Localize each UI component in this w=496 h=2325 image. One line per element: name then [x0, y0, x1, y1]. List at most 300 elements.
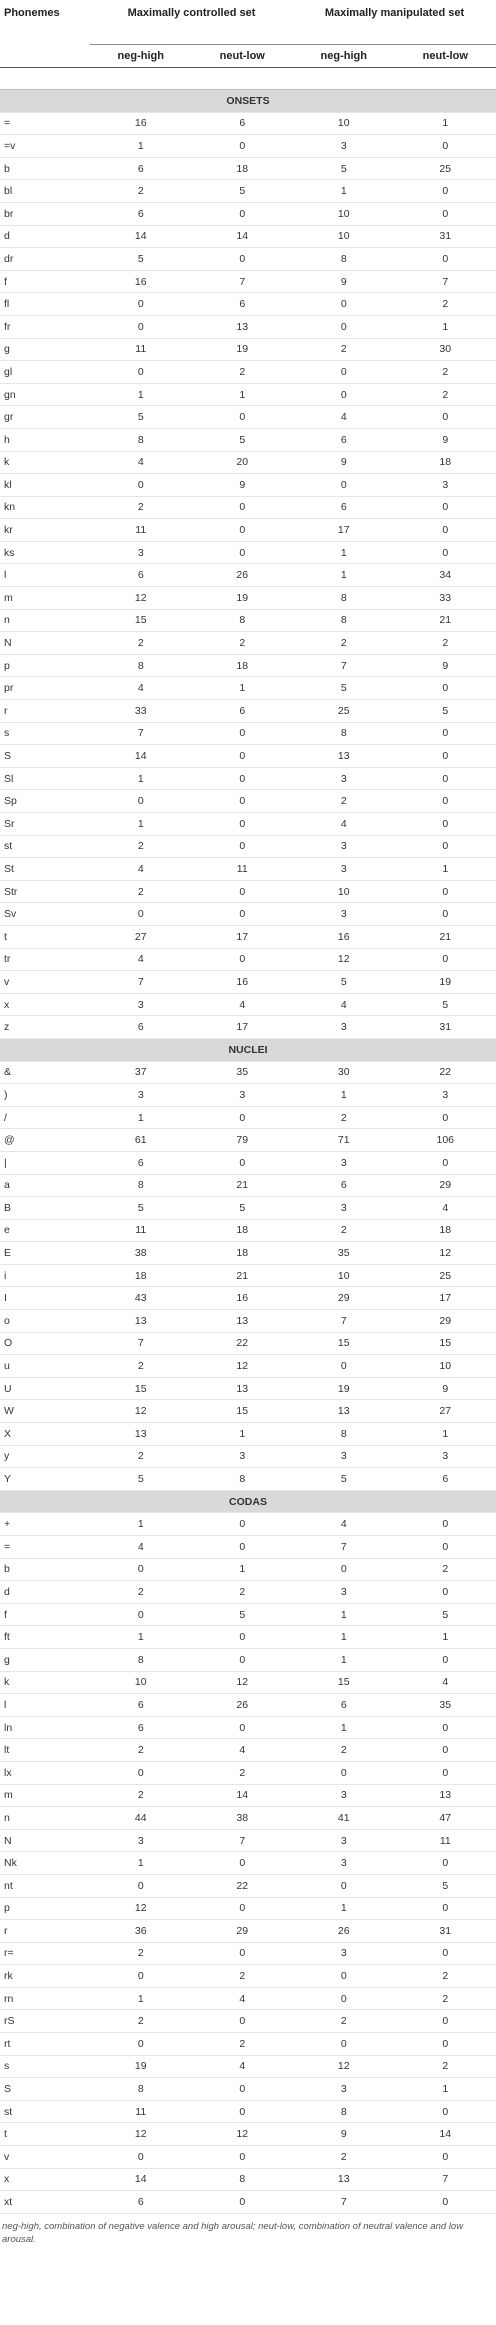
count-cell: 6 — [90, 157, 192, 180]
table-row — [0, 1084, 496, 1107]
count-cell: 22 — [395, 1061, 496, 1084]
count-cell: 0 — [395, 1106, 496, 1129]
count-cell: 0 — [90, 1874, 192, 1897]
phoneme-cell: s — [0, 722, 90, 745]
count-cell: 2 — [395, 632, 496, 655]
table-row — [0, 428, 496, 451]
count-cell: 0 — [192, 1536, 294, 1559]
count-cell: 5 — [90, 1197, 192, 1220]
count-cell: 0 — [192, 1897, 294, 1920]
count-cell: 3 — [293, 903, 395, 926]
count-cell: 1 — [395, 1626, 496, 1649]
phoneme-cell: rt — [0, 2033, 90, 2056]
phoneme-cell: N — [0, 1829, 90, 1852]
header-controlled-set: Maximally controlled set — [127, 7, 256, 19]
section-header-codas — [0, 1490, 496, 1513]
table-row — [0, 338, 496, 361]
phoneme-cell: i — [0, 1264, 90, 1287]
count-cell: 16 — [192, 971, 294, 994]
count-cell: 0 — [395, 677, 496, 700]
table-row — [0, 1106, 496, 1129]
count-cell: 14 — [90, 225, 192, 248]
table-row — [0, 202, 496, 225]
table-row — [0, 225, 496, 248]
count-cell: 0 — [192, 767, 294, 790]
count-cell: 0 — [192, 541, 294, 564]
table-row — [0, 2055, 496, 2078]
count-cell: 18 — [395, 451, 496, 474]
count-cell: 7 — [90, 971, 192, 994]
count-cell: 3 — [293, 1445, 395, 1468]
count-cell: 0 — [293, 1874, 395, 1897]
count-cell: 1 — [395, 2078, 496, 2101]
count-cell: 13 — [90, 1310, 192, 1333]
table-row — [0, 835, 496, 858]
count-cell: 0 — [395, 1648, 496, 1671]
table-row — [0, 1987, 496, 2010]
count-cell: 13 — [90, 1423, 192, 1446]
count-cell: 0 — [192, 1106, 294, 1129]
count-cell: 0 — [293, 1987, 395, 2010]
table-row — [0, 925, 496, 948]
count-cell: 14 — [90, 745, 192, 768]
count-cell: 0 — [395, 722, 496, 745]
count-cell: 2 — [395, 1965, 496, 1988]
phoneme-cell: st — [0, 835, 90, 858]
count-cell: 4 — [90, 1536, 192, 1559]
phoneme-cell: n — [0, 1807, 90, 1830]
count-cell: 2 — [192, 1965, 294, 1988]
phoneme-cell: W — [0, 1400, 90, 1423]
count-cell: 2 — [395, 1987, 496, 2010]
count-cell: 1 — [395, 858, 496, 881]
count-cell: 1 — [90, 383, 192, 406]
header-blank — [0, 45, 90, 68]
count-cell: 34 — [395, 564, 496, 587]
count-cell: 2 — [192, 632, 294, 655]
count-cell: 29 — [395, 1174, 496, 1197]
table-row — [0, 1151, 496, 1174]
phoneme-cell: + — [0, 1513, 90, 1536]
table-row — [0, 1377, 496, 1400]
table-row — [0, 1310, 496, 1333]
count-cell: 7 — [293, 654, 395, 677]
phoneme-cell: lx — [0, 1761, 90, 1784]
table-row — [0, 700, 496, 723]
count-cell: 16 — [90, 270, 192, 293]
table-row — [0, 383, 496, 406]
count-cell: 0 — [395, 406, 496, 429]
count-cell: 16 — [192, 1287, 294, 1310]
table-row — [0, 1784, 496, 1807]
count-cell: 15 — [90, 609, 192, 632]
phoneme-cell: br — [0, 202, 90, 225]
count-cell: 0 — [90, 293, 192, 316]
count-cell: 0 — [90, 1603, 192, 1626]
count-cell: 3 — [293, 1852, 395, 1875]
phoneme-cell: xt — [0, 2191, 90, 2214]
count-cell: 12 — [90, 1400, 192, 1423]
phoneme-cell: r — [0, 1920, 90, 1943]
count-cell: 0 — [90, 1965, 192, 1988]
count-cell: 8 — [90, 1174, 192, 1197]
phoneme-cell: B — [0, 1197, 90, 1220]
table-row — [0, 2100, 496, 2123]
count-cell: 0 — [395, 496, 496, 519]
count-cell: 22 — [192, 1874, 294, 1897]
count-cell: 4 — [192, 993, 294, 1016]
count-cell: 15 — [293, 1332, 395, 1355]
table-row — [0, 993, 496, 1016]
count-cell: 3 — [293, 1016, 395, 1039]
count-cell: 3 — [293, 1829, 395, 1852]
count-cell: 11 — [90, 2100, 192, 2123]
count-cell: 1 — [90, 813, 192, 836]
count-cell: 4 — [90, 677, 192, 700]
count-cell: 0 — [395, 202, 496, 225]
table-row — [0, 361, 496, 384]
phoneme-cell: ln — [0, 1716, 90, 1739]
table-row — [0, 858, 496, 881]
count-cell: 2 — [90, 1942, 192, 1965]
phoneme-cell: s — [0, 2055, 90, 2078]
count-cell: 1 — [90, 767, 192, 790]
count-cell: 4 — [90, 451, 192, 474]
count-cell: 9 — [293, 2123, 395, 2146]
phoneme-cell: Sl — [0, 767, 90, 790]
count-cell: 0 — [395, 903, 496, 926]
header-controlled-neut-low: neut-low — [192, 45, 294, 68]
count-cell: 1 — [192, 1423, 294, 1446]
count-cell: 8 — [293, 587, 395, 610]
phoneme-cell: e — [0, 1219, 90, 1242]
table-row — [0, 1174, 496, 1197]
count-cell: 18 — [192, 654, 294, 677]
count-cell: 1 — [293, 1897, 395, 1920]
table-row — [0, 1807, 496, 1830]
count-cell: 3 — [293, 1151, 395, 1174]
count-cell: 1 — [192, 1558, 294, 1581]
phoneme-cell: St — [0, 858, 90, 881]
header-controlled-neg-high: neg-high — [90, 45, 192, 68]
phoneme-cell: Str — [0, 880, 90, 903]
count-cell: 0 — [192, 135, 294, 158]
count-cell: 0 — [395, 2100, 496, 2123]
header-manipulated-set: Maximally manipulated set — [324, 7, 465, 19]
count-cell: 5 — [395, 700, 496, 723]
count-cell: 1 — [395, 112, 496, 135]
count-cell: 0 — [192, 248, 294, 271]
table-row — [0, 474, 496, 497]
count-cell: 10 — [293, 225, 395, 248]
count-cell: 15 — [293, 1671, 395, 1694]
count-cell: 0 — [395, 880, 496, 903]
count-cell: 4 — [192, 1987, 294, 2010]
table-row — [0, 564, 496, 587]
count-cell: 21 — [395, 609, 496, 632]
count-cell: 3 — [395, 1084, 496, 1107]
count-cell: 2 — [90, 1445, 192, 1468]
table-row — [0, 654, 496, 677]
count-cell: 61 — [90, 1129, 192, 1152]
count-cell: 7 — [293, 1536, 395, 1559]
table-row — [0, 903, 496, 926]
table-row — [0, 157, 496, 180]
table-row — [0, 1648, 496, 1671]
count-cell: 6 — [90, 564, 192, 587]
table-row — [0, 1355, 496, 1378]
count-cell: 29 — [395, 1310, 496, 1333]
phoneme-cell: & — [0, 1061, 90, 1084]
count-cell: 0 — [395, 767, 496, 790]
phoneme-cell: pr — [0, 677, 90, 700]
phoneme-cell: nt — [0, 1874, 90, 1897]
count-cell: 2 — [192, 1581, 294, 1604]
phoneme-cell: st — [0, 2100, 90, 2123]
count-cell: 7 — [395, 2168, 496, 2191]
count-cell: 17 — [192, 1016, 294, 1039]
count-cell: 9 — [395, 428, 496, 451]
count-cell: 7 — [90, 722, 192, 745]
count-cell: 5 — [293, 1468, 395, 1491]
table-row — [0, 1242, 496, 1265]
count-cell: 2 — [395, 293, 496, 316]
table-row — [0, 2033, 496, 2056]
count-cell: 7 — [395, 270, 496, 293]
count-cell: 3 — [293, 135, 395, 158]
count-cell: 9 — [395, 654, 496, 677]
phoneme-cell: Sp — [0, 790, 90, 813]
count-cell: 0 — [192, 1648, 294, 1671]
phoneme-cell: S — [0, 745, 90, 768]
count-cell: 47 — [395, 1807, 496, 1830]
count-cell: 31 — [395, 1920, 496, 1943]
count-cell: 7 — [90, 1332, 192, 1355]
phoneme-cell: bl — [0, 180, 90, 203]
phoneme-cell: | — [0, 1151, 90, 1174]
count-cell: 0 — [192, 2078, 294, 2101]
count-cell: 33 — [90, 700, 192, 723]
phoneme-cell: fr — [0, 315, 90, 338]
count-cell: 19 — [293, 1377, 395, 1400]
count-cell: 8 — [293, 1423, 395, 1446]
count-cell: 8 — [293, 248, 395, 271]
count-cell: 0 — [90, 790, 192, 813]
count-cell: 25 — [395, 157, 496, 180]
table-row — [0, 1332, 496, 1355]
phoneme-cell: rS — [0, 2010, 90, 2033]
count-cell: 12 — [293, 2055, 395, 2078]
table-row — [0, 1581, 496, 1604]
phoneme-cell: p — [0, 1897, 90, 1920]
phoneme-cell: m — [0, 1784, 90, 1807]
count-cell: 2 — [90, 2010, 192, 2033]
count-cell: 17 — [293, 519, 395, 542]
count-cell: 0 — [395, 541, 496, 564]
section-title: NUCLEI — [0, 1038, 496, 1061]
count-cell: 2 — [293, 1739, 395, 1762]
phoneme-cell: x — [0, 2168, 90, 2191]
count-cell: 29 — [293, 1287, 395, 1310]
count-cell: 0 — [192, 880, 294, 903]
count-cell: 6 — [90, 1016, 192, 1039]
phoneme-cell: N — [0, 632, 90, 655]
count-cell: 1 — [192, 677, 294, 700]
phoneme-cell: kr — [0, 519, 90, 542]
count-cell: 19 — [90, 2055, 192, 2078]
count-cell: 0 — [395, 1513, 496, 1536]
count-cell: 1 — [395, 315, 496, 338]
table-row — [0, 1129, 496, 1152]
count-cell: 10 — [90, 1671, 192, 1694]
phoneme-cell: = — [0, 1536, 90, 1559]
phoneme-cell: k — [0, 451, 90, 474]
count-cell: 0 — [192, 496, 294, 519]
count-cell: 9 — [293, 451, 395, 474]
phoneme-cell: r= — [0, 1942, 90, 1965]
count-cell: 5 — [395, 993, 496, 1016]
count-cell: 31 — [395, 225, 496, 248]
count-cell: 1 — [90, 1626, 192, 1649]
count-cell: 0 — [293, 474, 395, 497]
count-cell: 4 — [293, 813, 395, 836]
phoneme-cell: rn — [0, 1987, 90, 2010]
count-cell: 0 — [192, 745, 294, 768]
count-cell: 1 — [293, 564, 395, 587]
count-cell: 11 — [395, 1829, 496, 1852]
count-cell: 19 — [395, 971, 496, 994]
count-cell: 8 — [90, 428, 192, 451]
count-cell: 1 — [90, 1987, 192, 2010]
count-cell: 3 — [90, 541, 192, 564]
table-row — [0, 1626, 496, 1649]
count-cell: 0 — [192, 1151, 294, 1174]
count-cell: 27 — [395, 1400, 496, 1423]
count-cell: 0 — [192, 813, 294, 836]
table-row — [0, 587, 496, 610]
count-cell: 7 — [192, 1829, 294, 1852]
count-cell: 1 — [293, 180, 395, 203]
phoneme-cell: b — [0, 157, 90, 180]
count-cell: 1 — [90, 135, 192, 158]
header-phonemes: Phonemes — [4, 7, 60, 19]
phoneme-cell: E — [0, 1242, 90, 1265]
count-cell: 0 — [90, 903, 192, 926]
phoneme-cell: b — [0, 1558, 90, 1581]
table-row — [0, 2123, 496, 2146]
phoneme-cell: S — [0, 2078, 90, 2101]
count-cell: 6 — [293, 428, 395, 451]
table-row — [0, 1061, 496, 1084]
count-cell: 0 — [395, 135, 496, 158]
count-cell: 35 — [395, 1694, 496, 1717]
phoneme-cell: x — [0, 993, 90, 1016]
count-cell: 37 — [90, 1061, 192, 1084]
count-cell: 9 — [293, 270, 395, 293]
phoneme-cell: Nk — [0, 1852, 90, 1875]
table-row — [0, 1016, 496, 1039]
count-cell: 3 — [293, 767, 395, 790]
table-row — [0, 1739, 496, 1762]
count-cell: 0 — [192, 1626, 294, 1649]
phoneme-cell: f — [0, 1603, 90, 1626]
table-row — [0, 135, 496, 158]
count-cell: 6 — [192, 112, 294, 135]
table-row — [0, 2168, 496, 2191]
count-cell: 14 — [192, 1784, 294, 1807]
count-cell: 2 — [395, 2055, 496, 2078]
count-cell: 4 — [90, 858, 192, 881]
count-cell: 3 — [90, 1829, 192, 1852]
count-cell: 0 — [395, 1942, 496, 1965]
count-cell: 0 — [192, 903, 294, 926]
phoneme-cell: =v — [0, 135, 90, 158]
count-cell: 2 — [90, 880, 192, 903]
count-cell: 12 — [293, 948, 395, 971]
phoneme-cell: v — [0, 2146, 90, 2169]
table-row — [0, 813, 496, 836]
phoneme-cell: d — [0, 225, 90, 248]
count-cell: 7 — [192, 270, 294, 293]
phoneme-cell: @ — [0, 1129, 90, 1152]
table-row — [0, 1761, 496, 1784]
count-cell: 6 — [395, 1468, 496, 1491]
table-row — [0, 406, 496, 429]
table-row — [0, 1468, 496, 1491]
count-cell: 3 — [293, 2078, 395, 2101]
table-row — [0, 880, 496, 903]
phoneme-cell: Y — [0, 1468, 90, 1491]
count-cell: 5 — [90, 248, 192, 271]
phoneme-cell: / — [0, 1106, 90, 1129]
count-cell: 0 — [395, 1716, 496, 1739]
count-cell: 2 — [90, 1784, 192, 1807]
count-cell: 3 — [395, 1445, 496, 1468]
count-cell: 43 — [90, 1287, 192, 1310]
count-cell: 2 — [90, 496, 192, 519]
count-cell: 6 — [90, 1716, 192, 1739]
count-cell: 5 — [90, 1468, 192, 1491]
section-title: ONSETS — [0, 90, 496, 113]
count-cell: 17 — [192, 925, 294, 948]
count-cell: 0 — [90, 1761, 192, 1784]
count-cell: 3 — [395, 474, 496, 497]
table-row — [0, 1558, 496, 1581]
table-row — [0, 1513, 496, 1536]
table-row — [0, 948, 496, 971]
count-cell: 8 — [90, 1648, 192, 1671]
count-cell: 2 — [192, 361, 294, 384]
count-cell: 8 — [293, 722, 395, 745]
table-header — [0, 0, 496, 90]
count-cell: 0 — [192, 835, 294, 858]
count-cell: 30 — [293, 1061, 395, 1084]
count-cell: 13 — [293, 2168, 395, 2191]
count-cell: 1 — [90, 1106, 192, 1129]
table-row — [0, 496, 496, 519]
count-cell: 0 — [192, 1852, 294, 1875]
phoneme-cell: = — [0, 112, 90, 135]
count-cell: 5 — [293, 677, 395, 700]
phoneme-cell: a — [0, 1174, 90, 1197]
count-cell: 18 — [395, 1219, 496, 1242]
count-cell: 5 — [192, 428, 294, 451]
count-cell: 0 — [293, 315, 395, 338]
count-cell: 38 — [90, 1242, 192, 1265]
table-row — [0, 2191, 496, 2214]
count-cell: 4 — [192, 2055, 294, 2078]
phoneme-cell: ks — [0, 541, 90, 564]
